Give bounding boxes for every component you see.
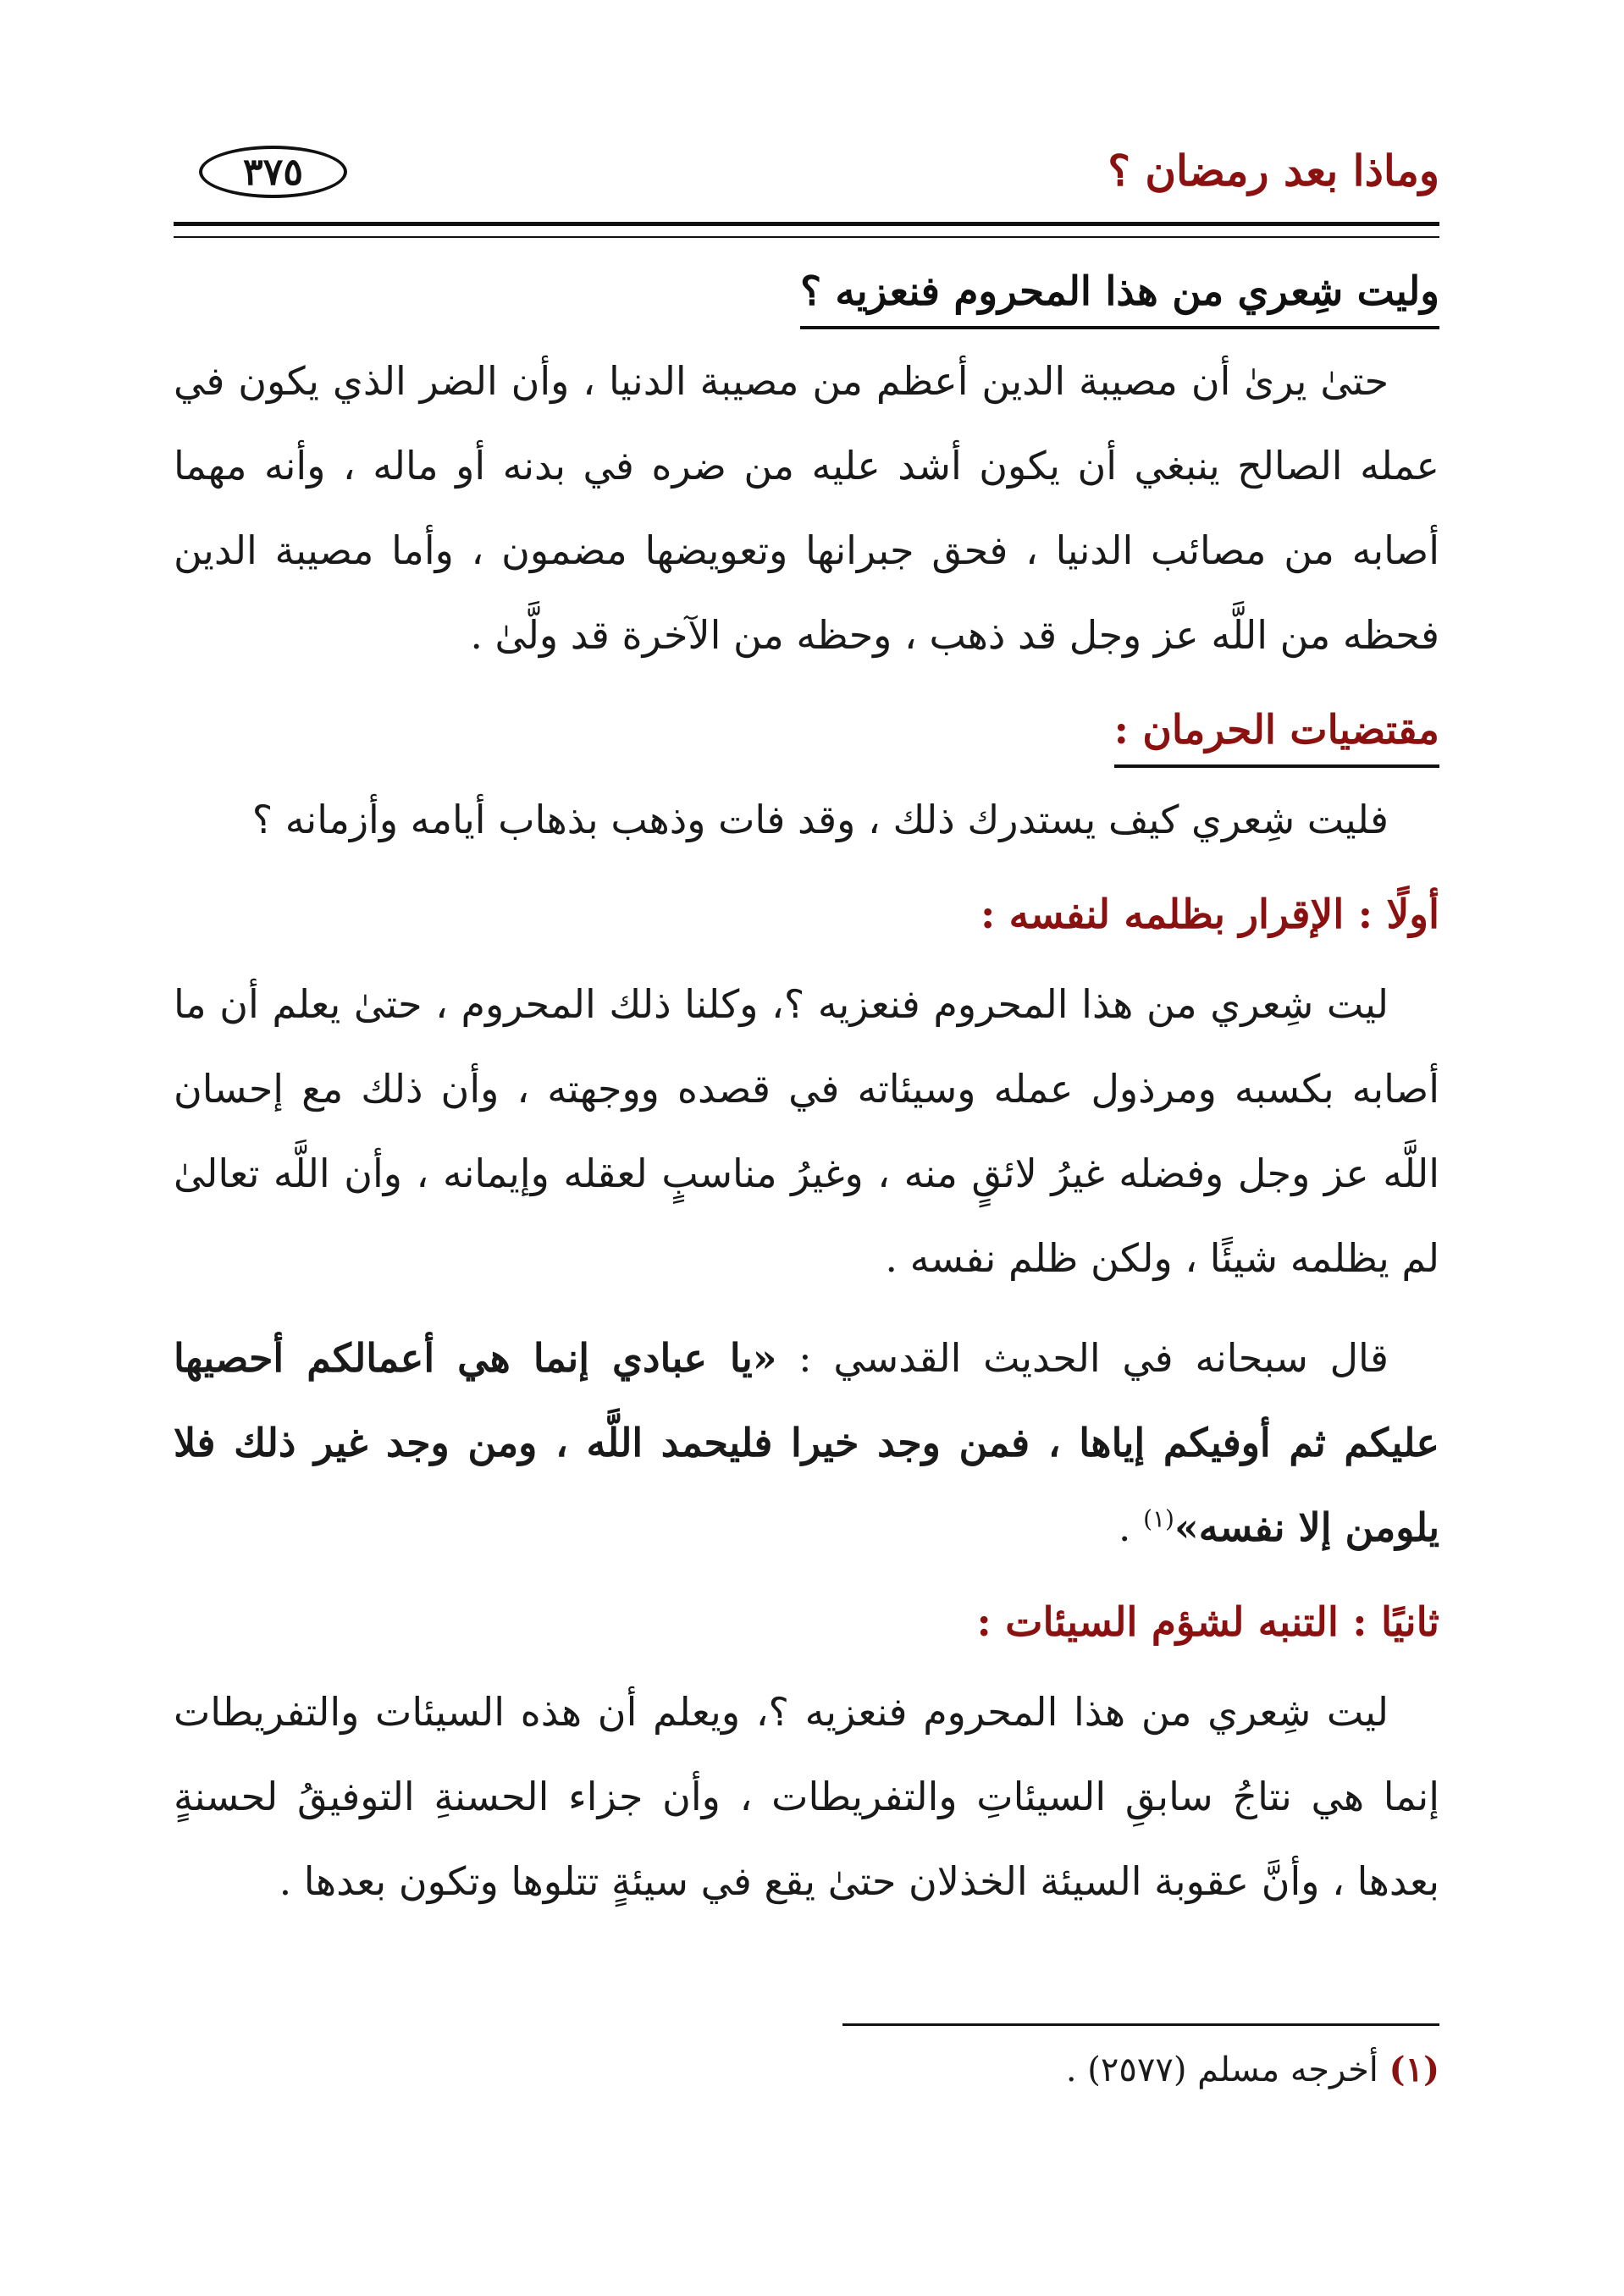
heading-text: أولًا : الإقرار بظلمه لنفسه : <box>980 891 1439 938</box>
footnote-number: (١) <box>1389 2050 1439 2089</box>
hadith-quote: «يا عبادي إنما هي أعمالكم أحصيها عليكم ثم أوفيكم إياها ، فمن وجد خيرا فليحمد اللَّه ، ومن وجد غير ذلك فلا يلومن إلا نفسه» <box>174 1335 1439 1550</box>
footnote-ref[interactable]: (١) <box>1143 1504 1174 1533</box>
heading-text: مقتضيات الحرمان : <box>1114 697 1439 768</box>
paragraph-text: ليت شِعري من هذا المحروم فنعزيه ؟، وكلنا ذلك المحروم ، حتىٰ يعلم أن ما أصابه بكسبه ومرذول عمله وسيئاته في قصده ووجهته ، وأن ذلك مع إحسان اللَّه عز وجل وفضله غيرُ لائقٍ منه ، وغيرُ مناسبٍ لعقله وإيمانه ، وأن اللَّه تعالىٰ لم يظلمه شيئًا ، ولكن ظلم نفسه . <box>174 981 1439 1281</box>
paragraph <box>174 1670 1439 1923</box>
book-page <box>174 127 1439 2193</box>
page-content <box>174 254 1439 1939</box>
paragraph <box>174 339 1439 677</box>
paragraph <box>174 962 1439 1300</box>
heading-text: وليت شِعري من هذا المحروم فنعزيه ؟ <box>800 258 1439 329</box>
footnote <box>1066 2045 1439 2095</box>
section-heading-second <box>174 1585 1439 1670</box>
section-heading-who-is-deprived <box>174 254 1439 339</box>
heading-text: ثانيًا : التنبه لشؤم السيئات : <box>976 1599 1439 1646</box>
paragraph-text: ليت شِعري من هذا المحروم فنعزيه ؟، ويعلم أن هذه السيئات والتفريطات إنما هي نتاجُ سابقِ السيئاتِ والتفريطات ، وأن جزاء الحسنةِ التوفيقُ لحسنةٍ بعدها ، وأنَّ عقوبة السيئة الخذلان حتىٰ يقع في سيئةٍ تتلوها وتكون بعدها . <box>174 1689 1439 1904</box>
paragraph-text: حتىٰ يرىٰ أن مصيبة الدين أعظم من مصيبة الدنيا ، وأن الضر الذي يكون في عمله الصالح ينبغي أن يكون أشد عليه من ضره في بدنه أو ماله ، وأنه مهما أصابه من مصائب الدنيا ، فحق جبرانها وتعويضها مضمون ، وأما مصيبة الدين فحظه من اللَّه عز وجل قد ذهب ، وحظه من الآخرة قد ولَّىٰ . <box>174 358 1439 658</box>
running-title: وماذا بعد رمضان ؟ <box>1108 146 1439 196</box>
page-header <box>174 127 1439 224</box>
paragraph <box>174 777 1439 862</box>
paragraph-end: . <box>1118 1504 1131 1550</box>
section-heading-first <box>174 877 1439 962</box>
header-rule <box>174 222 1439 238</box>
paragraph-text: فليت شِعري كيف يستدرك ذلك ، وقد فات وذهب بذهاب أيامه وأزمانه ؟ <box>251 797 1389 842</box>
hadith-intro: قال سبحانه في الحديث القدسي : <box>798 1335 1389 1381</box>
footnote-rule <box>842 2023 1439 2026</box>
section-heading-consequences <box>174 693 1439 777</box>
hadith-paragraph <box>174 1316 1439 1570</box>
page-number: ٣٧٥ <box>199 146 347 198</box>
footnote-text: أخرجه مسلم (٢٥٧٧) . <box>1065 2050 1378 2089</box>
